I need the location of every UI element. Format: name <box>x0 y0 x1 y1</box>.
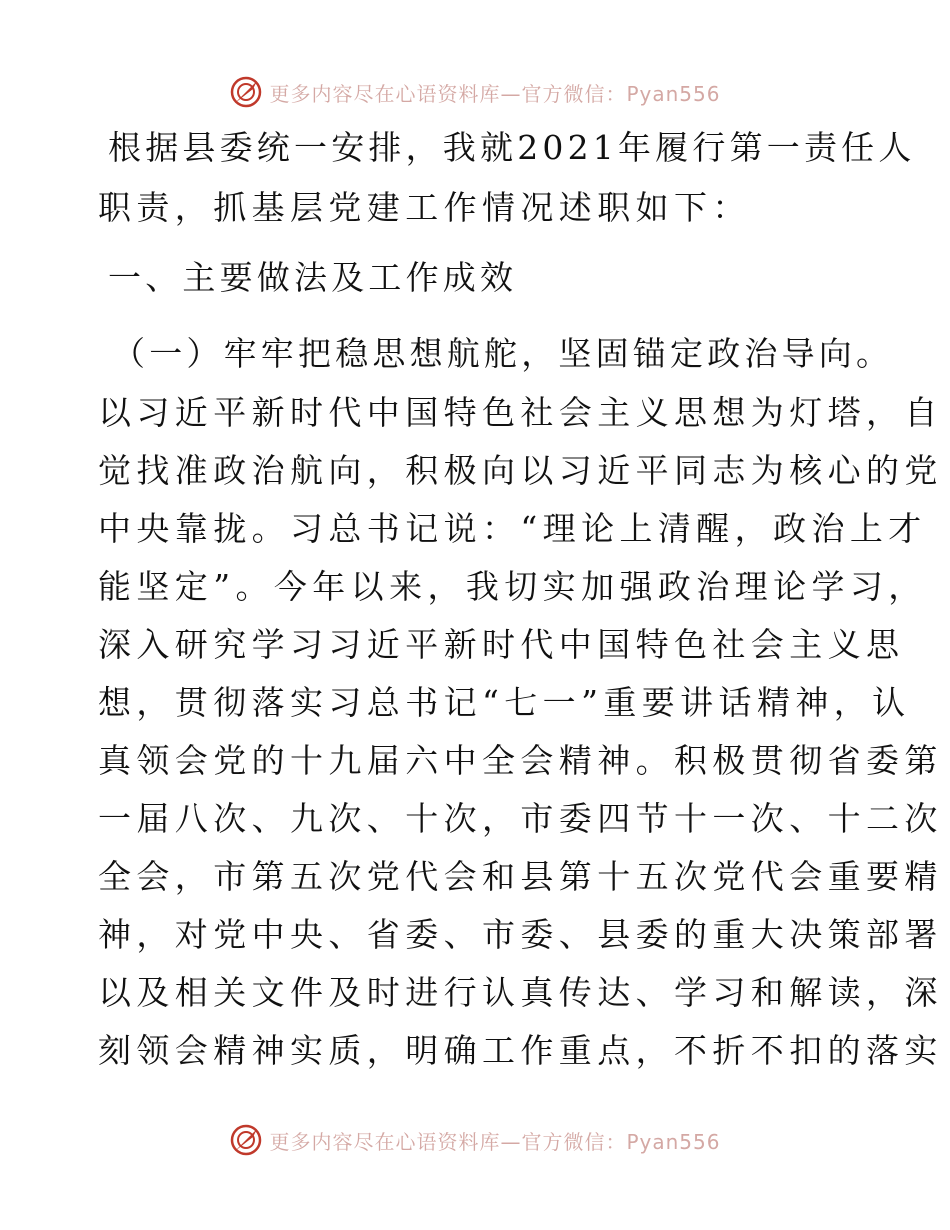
body-line: 刻领会精神实质，明确工作重点，不折不扣的落实 <box>98 1031 943 1070</box>
intro-line-2: 职责，抓基层党建工作情况述职如下： <box>98 188 751 227</box>
header-watermark <box>0 72 950 112</box>
intro-line-1: 根据县委统一安排，我就2021年履行第一责任人 <box>108 128 916 167</box>
quill-seal-icon <box>229 75 263 109</box>
body-line: 能坚定”。今年以来，我切实加强政治理论学习， <box>98 567 927 606</box>
watermark-text: 更多内容尽在心语资料库—官方微信：Pyan556 <box>269 1129 721 1154</box>
body-line: 中央靠拢。习总书记说：“理论上清醒，政治上才 <box>98 509 927 548</box>
section-heading: 一、主要做法及工作成效 <box>108 258 518 297</box>
body-line: 以及相关文件及时进行认真传达、学习和解读，深 <box>98 973 943 1012</box>
quill-seal-icon <box>229 1123 263 1157</box>
watermark-text: 更多内容尽在心语资料库—官方微信：Pyan556 <box>269 81 721 106</box>
body-line: 深入研究学习习近平新时代中国特色社会主义思 <box>98 625 905 664</box>
body-line: 一届八次、九次、十次，市委四节十一次、十二次 <box>98 799 943 838</box>
body-line: 以习近平新时代中国特色社会主义思想为灯塔，自 <box>98 393 943 432</box>
footer-watermark <box>0 1120 950 1160</box>
subsection-heading: （一）牢牢把稳思想航舵，坚固锚定政治导向。 <box>112 334 894 373</box>
body-line: 觉找准政治航向，积极向以习近平同志为核心的党 <box>98 451 943 490</box>
body-line: 真领会党的十九届六中全会精神。积极贯彻省委第 <box>98 741 943 780</box>
body-line: 全会，市第五次党代会和县第十五次党代会重要精 <box>98 857 943 896</box>
body-line: 神，对党中央、省委、市委、县委的重大决策部署 <box>98 915 943 954</box>
body-line: 想，贯彻落实习总书记“七一”重要讲话精神，认 <box>98 683 911 722</box>
